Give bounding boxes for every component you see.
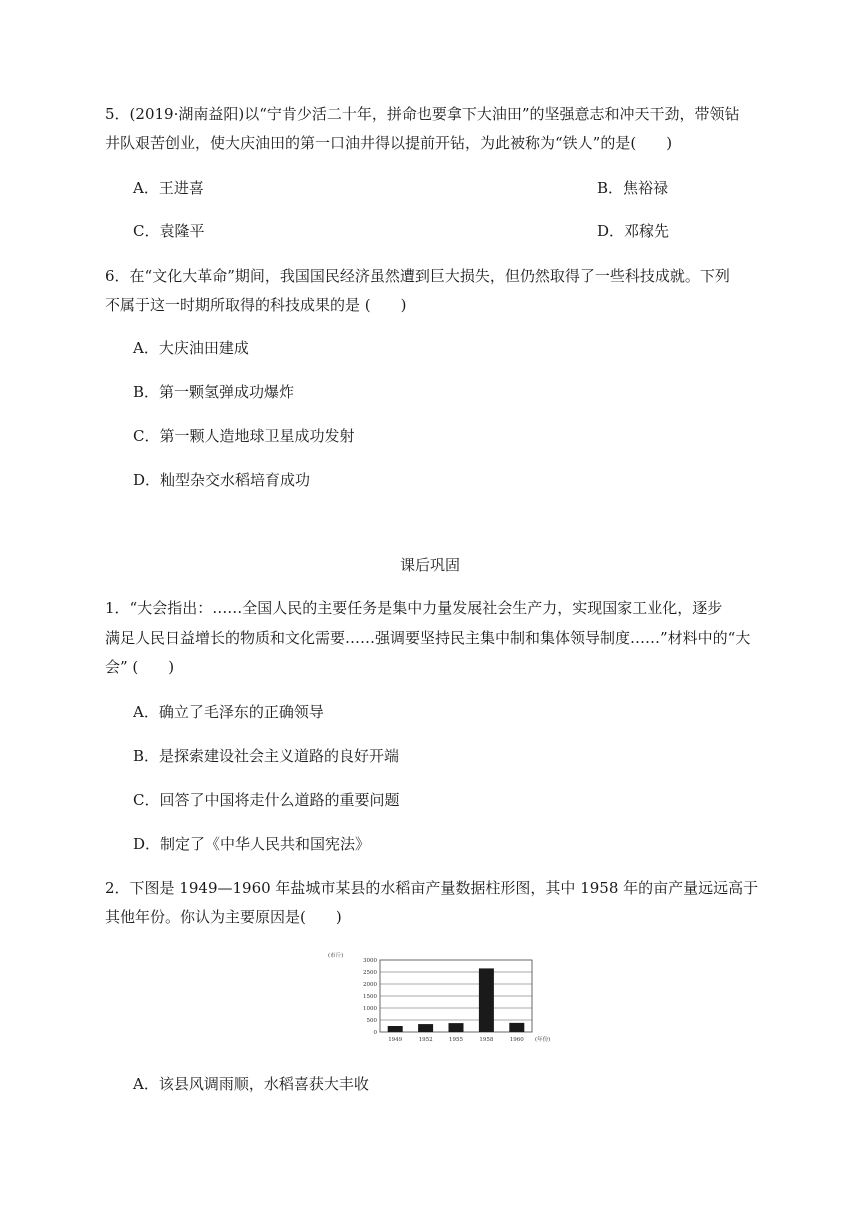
chart-bar: [449, 1023, 464, 1032]
q5-option-b: B．焦裕禄: [597, 179, 669, 197]
q1-option-c: C．回答了中国将走什么道路的重要问题: [133, 791, 400, 809]
chart-ytick-label: 2000: [363, 982, 377, 988]
q5-stem-line2: 井队艰苦创业，使大庆油田的第一口油井得以提前开钻，为此被称为“铁人”的是( ): [105, 134, 673, 152]
q5-stem-line1: 5．(2019·湖南益阳)以“宁肯少活二十年，拼命也要拿下大油田”的坚强意志和冲天干劲，带领钻: [105, 105, 740, 123]
q1-stem-line3: 会” ( ): [105, 658, 175, 676]
chart-ytick-label: 500: [366, 1018, 377, 1024]
chart-bar: [479, 968, 494, 1032]
chart-ytick-label: 2500: [363, 970, 377, 976]
q5-option-a: A．王进喜: [133, 179, 204, 197]
section-title: 课后巩固: [399, 556, 460, 574]
q6-stem-line2: 不属于这一时期所取得的科技成果的是 ( ): [105, 296, 407, 314]
chart-xtick-label: 1960: [509, 1037, 524, 1043]
chart-xtick-label: 1958: [479, 1037, 494, 1043]
chart-ytick-label: 1500: [363, 994, 377, 1000]
chart-ylabel: (市斤): [328, 953, 344, 959]
q5-option-d: D．邓稼先: [597, 222, 670, 240]
q1-option-d: D．制定了《中华人民共和国宪法》: [133, 835, 371, 853]
chart-bar: [388, 1026, 403, 1032]
q6-option-c: C．第一颗人造地球卫星成功发射: [133, 427, 355, 445]
chart-bar: [509, 1023, 524, 1032]
q1-stem-line2: 满足人民日益增长的物质和文化需要……强调要坚持民主集中制和集体领导制度……”材料中的“大: [105, 629, 751, 647]
chart-ytick-label: 0: [373, 1030, 377, 1036]
chart-bar: [418, 1024, 433, 1032]
q1-stem-line1: 1．“大会指出：……全国人民的主要任务是集中力量发展社会生产力，实现国家工业化，逐步: [105, 599, 723, 617]
q6-option-a: A．大庆油田建成: [133, 339, 249, 357]
q2-stem-line2: 其他年份。你认为主要原因是( ): [105, 908, 342, 926]
chart-xlabel: (年份): [535, 1037, 551, 1043]
q6-option-b: B．第一颗氢弹成功爆炸: [133, 383, 295, 401]
chart-ytick-label: 3000: [363, 958, 377, 964]
q2-option-a: A．该县风调雨顺，水稻喜获大丰收: [133, 1075, 369, 1093]
q6-stem-line1: 6．在“文化大革命”期间，我国国民经济虽然遭到巨大损失，但仍然取得了一些科技成就。下列: [105, 267, 730, 285]
q5-option-c: C．袁隆平: [133, 222, 205, 240]
q6-option-d: D．籼型杂交水稻培育成功: [133, 471, 311, 489]
chart-xtick-label: 1949: [388, 1037, 403, 1043]
chart-xtick-label: 1955: [449, 1037, 463, 1043]
q1-option-b: B．是探索建设社会主义道路的良好开端: [133, 747, 400, 765]
chart-ytick-label: 1000: [363, 1006, 377, 1012]
q1-option-a: A．确立了毛泽东的正确领导: [133, 703, 324, 721]
chart-xtick-label: 1952: [418, 1037, 433, 1043]
q2-stem-line1: 2．下图是 1949—1960 年盐城市某县的水稻亩产量数据柱形图，其中 1958 年的亩产量远远高于: [105, 879, 759, 897]
rice-yield-bar-chart: [325, 948, 565, 1048]
